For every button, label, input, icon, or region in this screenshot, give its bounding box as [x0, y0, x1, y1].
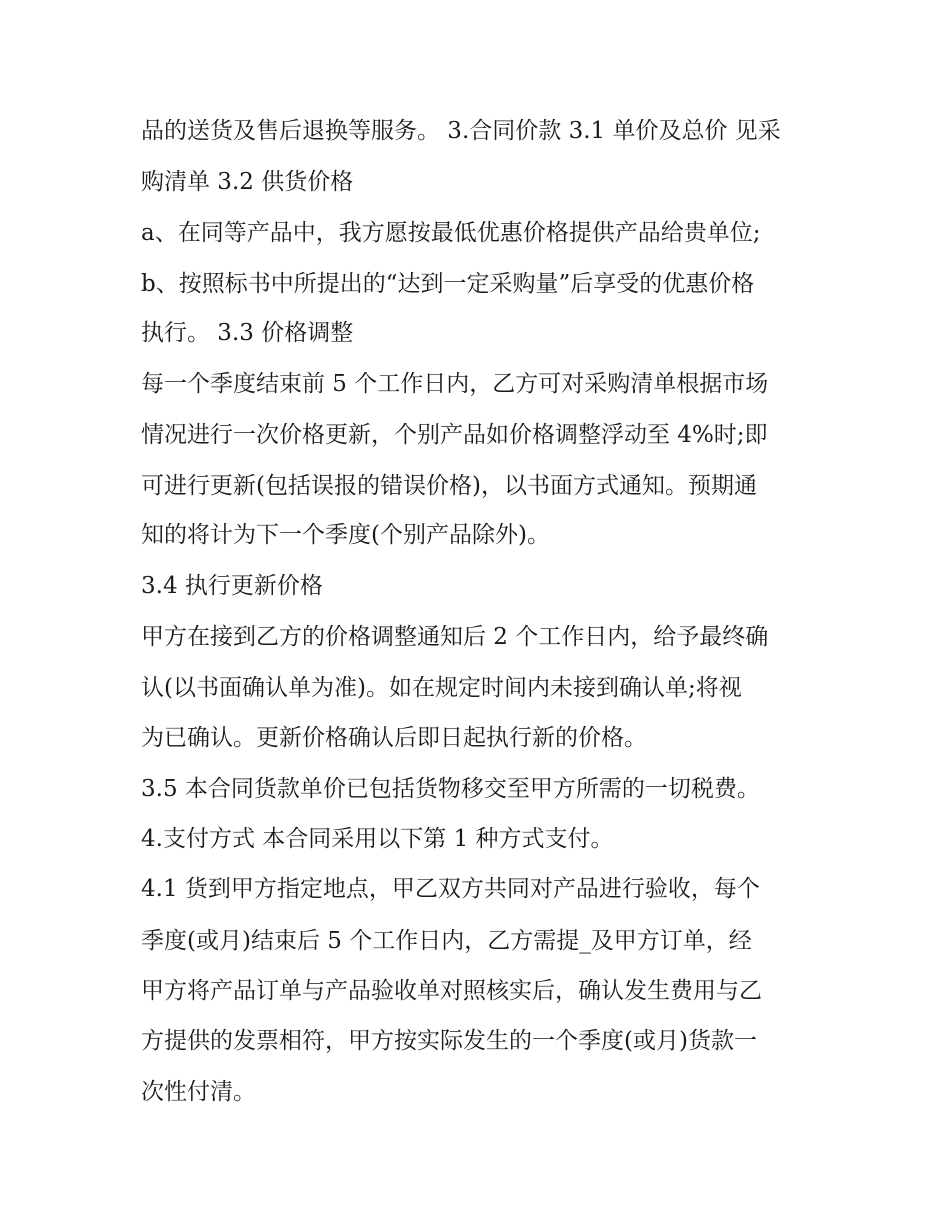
text-line: 品的送货及售后退换等服务。 3.合同价款 3.1 单价及总价 见采 [141, 118, 781, 144]
section-heading: 3.4 执行更新价格 [141, 573, 323, 599]
text-line: 4.1 货到甲方指定地点，甲乙双方共同对产品进行验收，每个 [141, 876, 760, 902]
text-line: 甲方在接到乙方的价格调整通知后 2 个工作日内，给予最终确 [141, 624, 769, 650]
text-line: 次性付清。 [141, 1079, 256, 1105]
text-line: 可进行更新(包括误报的错误价格)，以书面方式通知。预期通 [141, 473, 757, 499]
text-line: 知的将计为下一个季度(个别产品除外)。 [141, 522, 550, 548]
text-line: 认(以书面确认单为准)。如在规定时间内未接到确认单;将视 [141, 675, 742, 701]
text-line: 甲方将产品订单与产品验收单对照核实后，确认发生费用与乙 [141, 978, 762, 1004]
text-line: 3.5 本合同货款单价已包括货物移交至甲方所需的一切税费。 [141, 776, 760, 802]
text-line: 情况进行一次价格更新，个别产品如价格调整浮动至 4%时;即 [141, 422, 768, 448]
text-line: 方提供的发票相符，甲方按实际发生的一个季度(或月)货款一 [141, 1028, 757, 1054]
text-line: 每一个季度结束前 5 个工作日内，乙方可对采购清单根据市场 [141, 371, 769, 397]
text-line: 为已确认。更新价格确认后即日起执行新的价格。 [141, 725, 647, 751]
text-line: a、在同等产品中，我方愿按最低优惠价格提供产品给贵单位; [141, 220, 761, 246]
text-line: 季度(或月)结束后 5 个工作日内，乙方需提_及甲方订单，经 [141, 928, 752, 954]
text-line: 购清单 3.2 供货价格 [141, 169, 354, 195]
text-line: b、按照标书中所提出的“达到一定采购量”后享受的优惠价格 [141, 271, 755, 297]
text-line: 执行。 3.3 价格调整 [141, 320, 354, 346]
text-line: 4.支付方式 本合同采用以下第 1 种方式支付。 [141, 826, 614, 852]
